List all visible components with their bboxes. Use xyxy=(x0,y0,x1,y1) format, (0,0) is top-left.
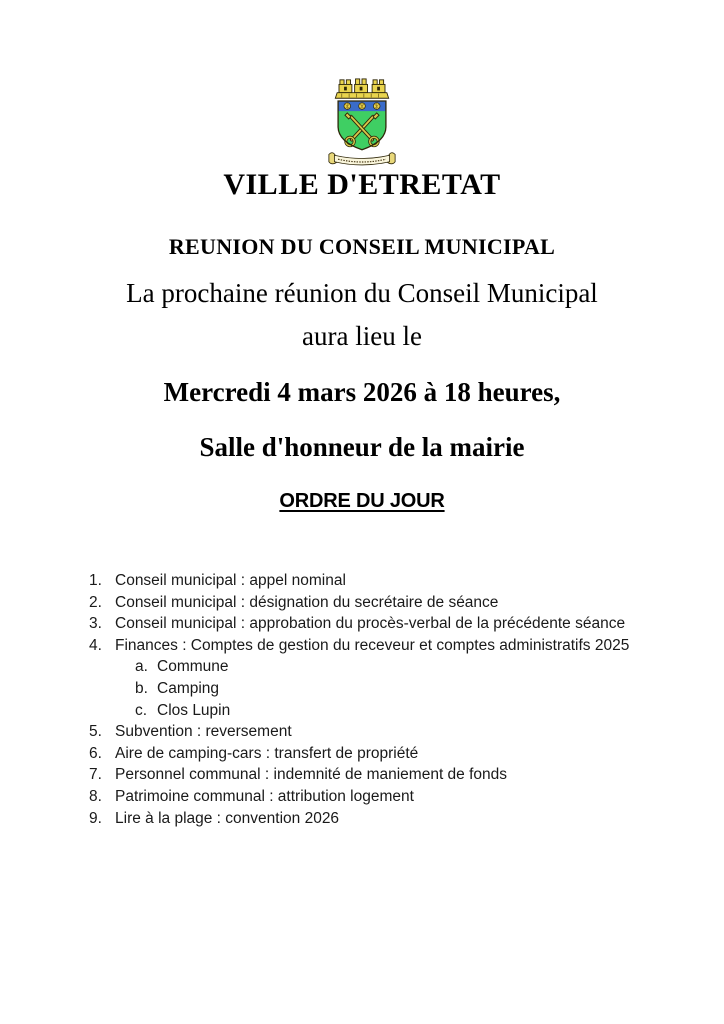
agenda-item-number: 9. xyxy=(89,809,102,827)
agenda-item-text: Finances : Comptes de gestion du receveur et comptes administratifs 2025 xyxy=(115,636,630,654)
agenda-item xyxy=(89,592,699,614)
agenda-subitem xyxy=(89,678,699,700)
meeting-place: Salle d'honneur de la mairie xyxy=(199,432,525,462)
shield-icon xyxy=(338,101,386,150)
agenda-subitem-letter: b. xyxy=(135,679,148,697)
agenda-item-number: 7. xyxy=(89,766,102,784)
agenda-subitem-letter: c. xyxy=(135,701,148,719)
city-title: VILLE D'ETRETAT xyxy=(223,168,501,201)
agenda-item-number: 2. xyxy=(89,593,102,611)
mural-crown-icon xyxy=(335,79,388,98)
meeting-title: REUNION DU CONSEIL MUNICIPAL xyxy=(168,234,556,259)
agenda-item-text: Conseil municipal : appel nominal xyxy=(115,572,346,589)
scallop-shells-icon xyxy=(344,103,380,110)
agenda-item xyxy=(89,721,699,743)
agenda-item-number: 1. xyxy=(89,572,102,589)
agenda-item xyxy=(89,613,699,635)
announcement-line-1: La prochaine réunion du Conseil Municipal xyxy=(126,278,598,308)
agenda-subitem-text: Clos Lupin xyxy=(157,701,231,719)
agenda-item-text: Personnel communal : indemnité de maniement de fonds xyxy=(115,766,508,784)
agenda-item xyxy=(89,764,699,786)
meeting-date: Mercredi 4 mars 2026 à 18 heures, xyxy=(163,377,561,407)
motto-ribbon-icon xyxy=(329,153,395,165)
agenda-heading xyxy=(0,488,724,514)
agenda-item-text: Patrimoine communal : attribution logement xyxy=(115,787,414,805)
agenda-item-text: Conseil municipal : approbation du procès-verbal de la précédente séance xyxy=(115,615,626,633)
agenda-item-number: 3. xyxy=(89,615,102,633)
agenda-subitem-text: Commune xyxy=(157,658,229,676)
agenda-list xyxy=(89,570,699,829)
agenda-item xyxy=(89,635,699,657)
agenda-item-text: Subvention : reversement xyxy=(115,723,292,741)
agenda-heading-text: ORDRE DU JOUR xyxy=(279,490,445,512)
agenda-item-number: 4. xyxy=(89,636,102,654)
agenda-subitem-letter: a. xyxy=(135,658,148,676)
agenda-item-text: Aire de camping-cars : transfert de propriété xyxy=(115,744,419,762)
agenda-subitem xyxy=(89,656,699,678)
agenda-item xyxy=(89,786,699,808)
agenda-item-number: 6. xyxy=(89,744,102,762)
agenda-item-number: 8. xyxy=(89,787,102,805)
agenda-subitem xyxy=(89,700,699,722)
agenda-item-text: Lire à la plage : convention 2026 xyxy=(115,809,340,827)
announcement-line-2: aura lieu le xyxy=(302,321,422,351)
agenda-item-text: Conseil municipal : désignation du secrétaire de séance xyxy=(115,593,499,611)
agenda-subitem-text: Camping xyxy=(157,679,220,697)
etretat-coat-of-arms-icon xyxy=(324,78,400,170)
announcement-paragraph xyxy=(0,272,724,358)
agenda-item xyxy=(89,570,699,592)
agenda-item xyxy=(89,808,699,830)
agenda-item-number: 5. xyxy=(89,723,102,741)
agenda-item xyxy=(89,743,699,765)
